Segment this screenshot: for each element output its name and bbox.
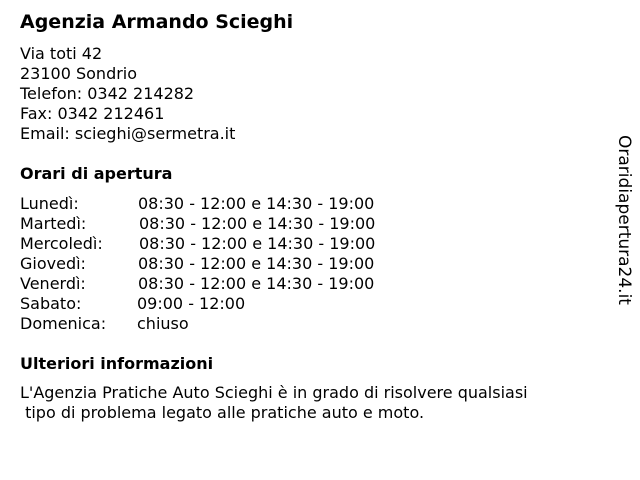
address-city: 23100 Sondrio: [20, 64, 138, 83]
day-hours: 08:30 - 12:00 e 14:30 - 19:00: [138, 194, 375, 213]
address-street: Via toti 42: [20, 44, 103, 63]
day-label: Giovedì:: [20, 254, 86, 273]
email-address: Email: scieghi@sermetra.it: [20, 124, 236, 143]
fax-number: Fax: 0342 212461: [20, 104, 165, 123]
day-label: Venerdì:: [20, 274, 86, 293]
day-hours: 08:30 - 12:00 e 14:30 - 19:00: [139, 214, 376, 233]
day-hours: 09:00 - 12:00: [137, 294, 246, 313]
day-label: Lunedì:: [20, 194, 79, 213]
day-label: Martedì:: [20, 214, 87, 233]
day-hours: 08:30 - 12:00 e 14:30 - 19:00: [139, 234, 376, 253]
day-label: Domenica:: [20, 314, 107, 333]
day-hours: 08:30 - 12:00 e 14:30 - 19:00: [138, 274, 375, 293]
day-label: Mercoledì:: [20, 234, 103, 253]
info-text: L'Agenzia Pratiche Auto Scieghi è in grado di risolvere qualsiasi tipo di problema legato alle pratiche auto e moto.: [20, 383, 528, 422]
business-name: Agenzia Armando Scieghi: [20, 11, 294, 33]
day-hours: chiuso: [137, 314, 189, 333]
site-watermark: Oraridiapertura24.it: [614, 135, 634, 305]
day-hours: 08:30 - 12:00 e 14:30 - 19:00: [138, 254, 375, 273]
phone-number: Telefon: 0342 214282: [20, 84, 195, 103]
hours-heading: Orari di apertura: [20, 164, 173, 183]
contact-block: [20, 44, 235, 144]
info-heading: Ulteriori informazioni: [20, 354, 214, 373]
day-label: Sabato:: [20, 294, 82, 313]
